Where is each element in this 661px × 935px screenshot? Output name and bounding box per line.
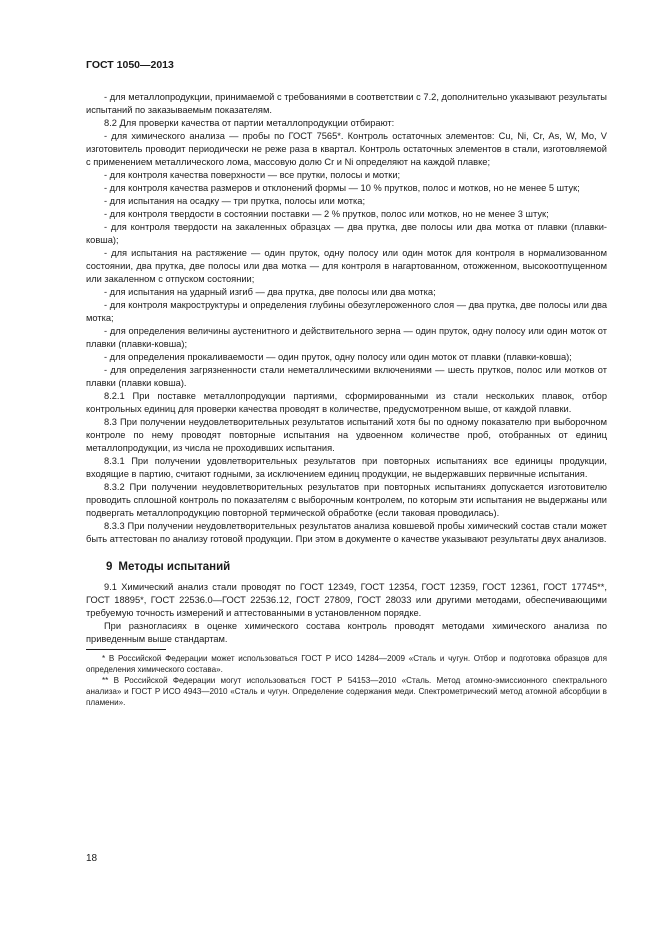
footnote-divider [86, 649, 166, 650]
list-item-chemical-analysis: - для химического анализа — пробы по ГОСТ 7565*. Контроль остаточных элементов: Cu, Ni, Cr, As, W, Mo, V изготовитель проводит периодически не реже раза в квартал. Контроль остаточных элементов в стали, изготовляемой с применением металлического лома, массовую долю Cr и Ni определяют на каждой плавке; [86, 131, 607, 167]
clause-8-3-2: 8.3.2 При получении неудовлетворительных результатов при повторных испытаниях допускается изготовителю проводить сплошной контроль по показателям с выборочным контролем, по которым эти испытания не выдержаны или подвергать металлопродукцию повторной термической обработке (если таковая проводилась). [86, 482, 607, 518]
list-item-inclusions: - для определения загрязненности стали неметаллическими включениями — шесть прутков, полос или мотков от плавки (плавки ковша). [86, 365, 607, 388]
document-body [86, 91, 607, 708]
clause-8-3-3: 8.3.3 При получении неудовлетворительных результатов анализа ковшевой пробы химический состав стали может быть аттестован по анализу готовой продукции. При этом в документе о качестве указывают результаты двух анализов. [86, 521, 607, 544]
footnote-2: ** В Российской Федерации могут использоваться ГОСТ Р 54153—2010 «Сталь. Метод атомно-эмиссионного спектрального анализа» и ГОСТ Р ИСО 4943—2010 «Сталь и чугун. Определение содержания меди. Спектрометрический метод атомной абсорбции в пламени». [86, 676, 607, 707]
clause-9-1: 9.1 Химический анализ стали проводят по ГОСТ 12349, ГОСТ 12354, ГОСТ 12359, ГОСТ 12361, ГОСТ 17745**, ГОСТ 18895*, ГОСТ 22536.0—ГОСТ 22536.12, ГОСТ 27809, ГОСТ 28033 или другими методами, обеспечивающими требуемую точность измерений и аттестованными в установленном порядке. [86, 582, 607, 618]
disagreement-paragraph: При разногласиях в оценке химического состава контроль проводят методами химического анализа по приведенным выше стандартам. [86, 621, 607, 644]
list-item-tensile-test: - для испытания на растяжение — один пруток, одну полосу или один моток для контроля в нормализованном состоянии, два прутка, две полосы или два мотка — для контроля в нагартованном, отожженном, высокоотпущенном или закаленном с отпуском состоянии; [86, 248, 607, 284]
clause-8-2: 8.2 Для проверки качества от партии металлопродукции отбирают: [104, 118, 395, 128]
list-item-hardness-quenched: - для контроля твердости на закаленных образцах — два прутка, две полосы или два мотка от плавки (плавки-ковша); [86, 222, 607, 245]
list-item-dimensions: - для контроля качества размеров и отклонений формы — 10 % прутков, полос и мотков, но не менее 5 штук; [104, 183, 580, 193]
list-item-metal-products: - для металлопродукции, принимаемой с требованиями в соответствии с 7.2, дополнительно указывают результаты испытаний по заказываемым показателям. [86, 92, 607, 115]
clause-8-2-1: 8.2.1 При поставке металлопродукции партиями, сформированными из стали нескольких плавок, отбор контрольных единиц для проверки качества проводят в количестве, предусмотренном выше, от каждой плавки. [86, 391, 607, 414]
section-number: 9 [106, 561, 113, 573]
list-item-impact-test: - для испытания на ударный изгиб — два прутка, две полосы или два мотка; [104, 287, 436, 297]
list-item-upsetting-test: - для испытания на осадку — три прутка, полосы или мотка; [104, 196, 366, 206]
list-item-hardness-delivery: - для контроля твердости в состоянии поставки — 2 % прутков, полос или мотков, но не менее 3 штук; [104, 209, 549, 219]
list-item-grain-size: - для определения величины аустенитного и действительного зерна — один пруток, одну полосу или один моток от плавки (плавки-ковша); [86, 326, 607, 349]
list-item-surface-quality: - для контроля качества поверхности — все прутки, полосы и мотки; [104, 170, 401, 180]
section-heading [106, 560, 607, 574]
page-number: 18 [86, 853, 98, 864]
document-header: ГОСТ 1050—2013 [86, 59, 174, 71]
section-title: Методы испытаний [118, 561, 231, 573]
clause-8-3-1: 8.3.1 При получении удовлетворительных результатов при повторных испытаниях все единицы продукции, входящие в партию, считают годными, за исключением единиц продукции, не выдержавших первичные испытания. [86, 456, 607, 479]
list-item-macrostructure: - для контроля макроструктуры и определения глубины обезуглероженного слоя — два прутка, две полосы или два мотка; [86, 300, 607, 323]
clause-8-3: 8.3 При получении неудовлетворительных результатов испытаний хотя бы по одному показателю при выборочном контроле по нему проводят повторные испытания на удвоенном количестве проб, отобранных от единиц металлопродукции, из числа не проходивших испытания. [86, 417, 607, 453]
footnote-1: * В Российской Федерации может использоваться ГОСТ Р ИСО 14284—2009 «Сталь и чугун. Отбор и подготовка образцов для определения химического состава». [86, 654, 607, 674]
list-item-hardenability: - для определения прокаливаемости — один пруток, одну полосу или один моток от плавки (плавки-ковша); [104, 352, 572, 362]
